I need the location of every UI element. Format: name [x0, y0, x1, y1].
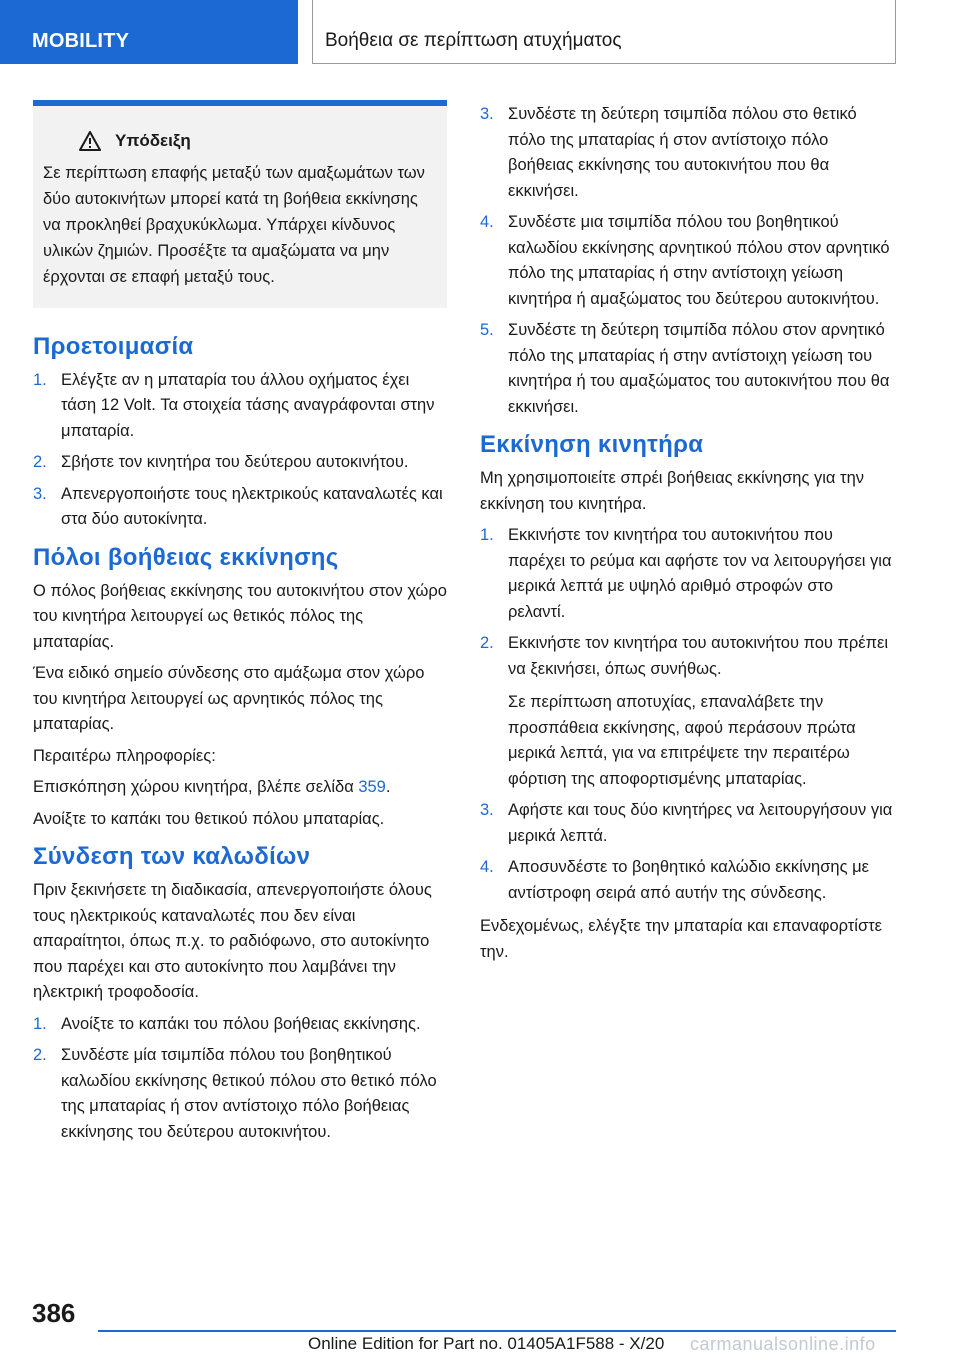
list-item: [480, 102, 894, 204]
paragraph: Ενδεχομένως, ελέγξτε την μπαταρία και επαναφορτίστε την.: [480, 917, 883, 961]
engine-start-steps-continued: [480, 798, 894, 906]
step-number: 4.: [480, 858, 494, 876]
step-number: 3.: [33, 484, 47, 503]
list-item: [480, 798, 894, 849]
step-number: 2.: [33, 1046, 47, 1064]
step-text: Εκκινήστε τον κινητήρα του αυτοκινήτου που πρέπει να ξεκινήσει, όπως συνήθως.: [508, 634, 889, 678]
engine-start-steps: [480, 523, 894, 682]
paragraph: Ο πόλος βοήθειας εκκίνησης του αυτοκινήτου στον χώρο του κινητήρα λειτουργεί ως θετικός πόλος της μπαταρίας.: [33, 581, 447, 651]
step-text: Αποσυνδέστε το βοηθητικό καλώδιο εκκίνησης με αντίστροφη σειρά από αυτήν της σύνδεσης.: [508, 858, 869, 902]
notice-header: [43, 128, 437, 154]
list-item: [33, 1043, 447, 1145]
page-number: 386: [32, 1298, 76, 1328]
list-item: [33, 368, 447, 445]
page-footer: [0, 1290, 960, 1362]
list-item: [33, 482, 447, 533]
step-number: 1.: [33, 1014, 47, 1033]
step-number: 2.: [480, 634, 494, 652]
step-text: Συνδέστε μία τσιμπίδα πόλου του βοηθητικού καλωδίου εκκίνησης θετικού πόλου στο θετικό πόλο της μπαταρίας ή στον αντίστοιχο πόλο βοήθειας εκκίνησης του δεύτερου αυτοκινήτου.: [61, 1046, 437, 1141]
list-item: [33, 1012, 447, 1038]
right-column: [480, 102, 894, 971]
list-item: [480, 210, 894, 312]
paragraph: Μη χρησιμοποιείτε σπρέι βοήθειας εκκίνησης για την εκκίνηση του κινητήρα.: [480, 469, 865, 513]
step-note: Σε περίπτωση αποτυχίας, επαναλάβετε την προσπάθεια εκκίνησης, αφού περάσουν πρώτα μερικά λεπτά, για να επιτρέψετε την περαιτέρω φόρτιση της αποφορτισμένης μπαταρίας.: [508, 693, 856, 788]
warning-triangle-icon: [79, 131, 101, 151]
paragraph: Ανοίξτε το καπάκι του θετικού πόλου μπαταρίας.: [33, 809, 385, 828]
paragraph: Πριν ξεκινήσετε τη διαδικασία, απενεργοποιήστε όλους τους ηλεκτρικούς καταναλωτές που δεν είναι απαραίτητοι, όπως π.χ. το ραδιόφωνο, στο αυτοκίνητο που παρέχει και στο αυτοκίνητο που λαμβάνει την ηλεκτρική τροφοδοσία.: [33, 881, 432, 1001]
cable-steps-continued: [480, 102, 894, 420]
step-text: Συνδέστε τη δεύτερη τσιμπίδα πόλου στον αρνητικό πόλο της μπαταρίας ή στην αντίστοιχη γείωση του κινητήρα ή του αμαξώματος του αυτοκινήτου που θα εκκινήσει.: [508, 321, 890, 416]
paragraph: Ένα ειδικό σημείο σύνδεσης στο αμάξωμα στον χώρο του κινητήρα λειτουργεί ως αρνητικός πόλος της μπαταρίας.: [33, 664, 425, 733]
step-text: Συνδέστε μια τσιμπίδα πόλου του βοηθητικού καλωδίου εκκίνησης αρνητικού πόλου στον αρνητικό πόλο της μπαταρίας ή στην αντίστοιχη γείωση κινητήρα ή αμαξώματος του δεύτερου αυτοκινήτου.: [508, 213, 890, 308]
notice-box: [33, 100, 447, 308]
page-link[interactable]: 359: [358, 778, 386, 796]
chapter-title: Βοήθεια σε περίπτωση ατυχήματος: [312, 0, 896, 64]
heading-engine-start: Εκκίνηση κινητήρα: [480, 431, 704, 458]
list-item: [33, 450, 447, 476]
step-text: Εκκινήστε τον κινητήρα του αυτοκινήτου που παρέχει το ρεύμα και αφήστε τον να λειτουργήσει για μερικά λεπτά με υψηλό αριθμό στροφών στο ρελαντί.: [508, 526, 892, 621]
watermark: carmanualsonline.info: [690, 1334, 876, 1354]
notice-title: Υπόδειξη: [115, 131, 191, 150]
step-number: 2.: [33, 453, 47, 471]
step-text: Συνδέστε τη δεύτερη τσιμπίδα πόλου στο θετικό πόλο της μπαταρίας ή στον αντίστοιχο πόλο βοήθειας εκκίνησης του αυτοκινήτου που θα εκκινήσει.: [508, 105, 857, 200]
step-number: 5.: [480, 321, 494, 339]
notice-body: Σε περίπτωση επαφής μεταξύ των αμαξωμάτων των δύο αυτοκινήτων μπορεί κατά τη βοήθεια εκκίνησης να προκληθεί βραχυκύκλωμα. Υπάρχει κίνδυνος υλικών ζημιών. Προσέξτε τα αμαξώματα να μην έρχονται σε επαφή μεταξύ τους.: [43, 163, 425, 286]
list-item: [480, 523, 894, 625]
cable-steps: [33, 1012, 447, 1146]
list-item: [480, 855, 894, 906]
paragraph: [33, 775, 447, 801]
step-text: Ελέγξτε αν η μπαταρία του άλλου οχήματος έχει τάση 12 Volt. Τα στοιχεία τάσης αναγράφονται στην μπαταρία.: [61, 370, 435, 440]
step-number: 1.: [33, 370, 47, 389]
step-text: Ανοίξτε το καπάκι του πόλου βοήθειας εκκίνησης.: [61, 1014, 421, 1033]
footer-divider: [98, 1330, 896, 1332]
paragraph: Περαιτέρω πληροφορίες:: [33, 746, 216, 765]
step-text: Απενεργοποιήστε τους ηλεκτρικούς καταναλωτές και στα δύο αυτοκίνητα.: [61, 484, 443, 528]
step-number: 4.: [480, 213, 494, 231]
step-number: 3.: [480, 801, 494, 819]
step-number: 3.: [480, 105, 494, 123]
preparation-steps: [33, 368, 447, 533]
reference-text: Επισκόπηση χώρου κινητήρα, βλέπε σελίδα: [33, 778, 359, 796]
reference-end: .: [385, 778, 391, 796]
section-tab: MOBILITY: [0, 0, 298, 64]
list-item: [480, 631, 894, 682]
step-text: Αφήστε και τους δύο κινητήρες να λειτουργήσουν για μερικά λεπτά.: [508, 801, 893, 845]
step-number: 1.: [480, 526, 494, 544]
heading-preparation: Προετοιμασία: [33, 332, 194, 360]
step-text: Σβήστε τον κινητήρα του δεύτερου αυτοκινήτου.: [61, 453, 409, 471]
heading-cables: Σύνδεση των καλωδίων: [33, 843, 311, 870]
heading-poles: Πόλοι βοήθειας εκκίνησης: [33, 543, 339, 571]
list-item: [480, 318, 894, 420]
edition-text: Online Edition for Part no. 01405A1F588 - X/20: [308, 1334, 665, 1353]
left-column: [33, 100, 447, 1153]
